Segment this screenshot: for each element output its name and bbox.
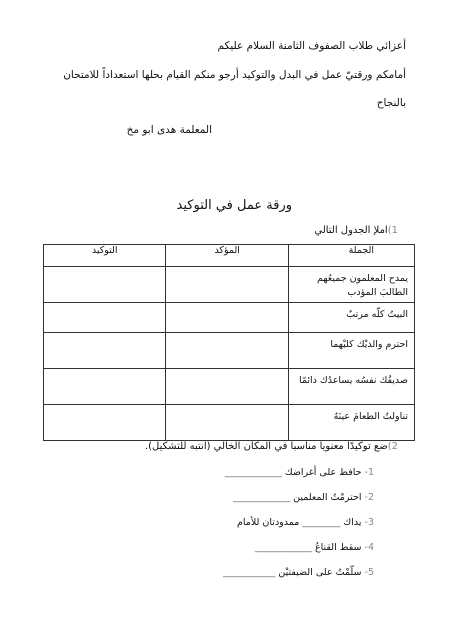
header-emphasized: المؤكد	[166, 245, 288, 267]
answer-blank[interactable]: ___________	[223, 567, 276, 578]
table-cell-emphasized[interactable]	[166, 369, 288, 405]
answer-blank[interactable]: ____________	[254, 542, 312, 553]
exercise-item	[255, 542, 374, 553]
emphasis-table	[43, 244, 415, 441]
table-cell-emphasis[interactable]	[44, 303, 166, 333]
item-number: 2-	[364, 492, 374, 503]
table-cell-emphasis[interactable]	[44, 405, 166, 441]
item-text: يداك	[343, 517, 362, 528]
table-cell-sentence: صديقُك نفسُه يساعدُك دائمًا	[288, 369, 414, 405]
table-cell-emphasis[interactable]	[44, 333, 166, 369]
exercise-item	[233, 492, 374, 503]
table-cell-sentence: البيتُ كلّه مرتبٌ	[288, 303, 414, 333]
answer-blank[interactable]: ____________	[224, 467, 282, 478]
task-2-number: 2)	[387, 441, 398, 452]
table-cell-emphasis[interactable]	[44, 267, 166, 303]
table-row	[44, 405, 415, 441]
answer-blank[interactable]: ____________	[233, 492, 291, 503]
item-number: 5-	[364, 567, 374, 578]
item-text: احترمْتُ المعلمين	[293, 492, 362, 503]
table-cell-sentence: تناولتُ الطعامَ عينَهُ	[288, 405, 414, 441]
item-text: حافظ على أغراضك	[284, 467, 362, 478]
table-cell-emphasized[interactable]	[166, 333, 288, 369]
greeting-line-1: أعزائي طلاب الصفوف الثامنة السلام عليكم	[217, 40, 406, 52]
item-number: 4-	[364, 542, 374, 553]
item-text-after: ممدودتان للأمام	[236, 517, 300, 528]
task-1-heading	[314, 225, 398, 236]
header-sentence: الجملة	[288, 245, 414, 267]
exercise-item	[225, 467, 374, 478]
answer-blank[interactable]: ________	[302, 517, 341, 528]
item-number: 1-	[364, 467, 374, 478]
greeting-line-2: أمامكم ورقتيّ عمل في البدل والتوكيد أرجو منكم القيام بحلها استعداداً للامتحان	[63, 69, 406, 81]
table-cell-emphasis[interactable]	[44, 369, 166, 405]
teacher-signature: المعلمة هدى ابو مخ	[126, 124, 212, 136]
item-text: سلّمْتُ على الضيفتيْن	[278, 567, 362, 578]
table-cell-emphasized[interactable]	[166, 267, 288, 303]
item-text: سقط القناعُ	[314, 542, 362, 553]
task-1-text: املإ الجدول التالي	[314, 225, 388, 236]
item-number: 3-	[364, 517, 374, 528]
table-row	[44, 267, 415, 303]
table-cell-sentence: يمدح المعلمون جميعُهم الطالبَ المؤدب	[288, 267, 414, 303]
exercise-item	[223, 567, 374, 578]
table-cell-emphasized[interactable]	[166, 405, 288, 441]
table-row	[44, 303, 415, 333]
task-2-heading	[145, 441, 398, 452]
table-row	[44, 369, 415, 405]
worksheet-title: ورقة عمل في التوكيد	[176, 198, 292, 213]
table-header-row	[44, 245, 415, 267]
table-row	[44, 333, 415, 369]
task-2-text: ضع توكيدًا معنويا مناسبا في المكان الخالي (انتبه للتشكيل).	[144, 441, 388, 452]
table-cell-emphasized[interactable]	[166, 303, 288, 333]
header-emphasis: التوكيد	[44, 245, 166, 267]
task-1-number: 1)	[387, 225, 398, 236]
table-cell-sentence: احترم والديْك كليْهما	[288, 333, 414, 369]
greeting-line-3: بالنجاح	[376, 97, 406, 109]
exercise-item	[237, 517, 374, 528]
